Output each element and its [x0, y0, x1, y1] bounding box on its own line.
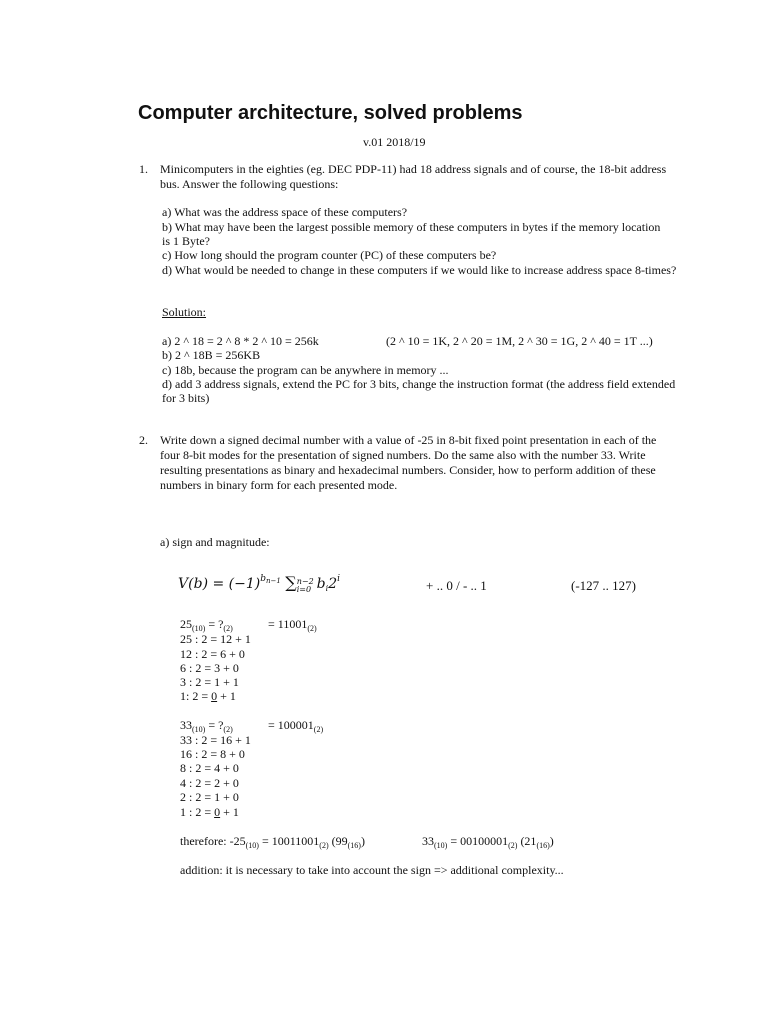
question-b-line1: b) What may have been the largest possible memory of these computers in bytes if the memory location [162, 220, 661, 234]
conversion-33-step: 4 : 2 = 2 + 0 [180, 776, 239, 790]
conversion-25-result: = $11001_{(2)}$ [268, 617, 317, 633]
document-title: Computer architecture, solved problems [138, 102, 523, 124]
problem-1-text-line1: Minicomputers in the eighties (eg. DEC PDP-11) had 18 address signals and of course, the 18-bit address [160, 162, 667, 176]
question-d: d) What would be needed to change in these computers if we would like to increase address space 8-times? [162, 263, 677, 277]
conversion-33-result: = $100001_{(2)}$ [268, 718, 324, 734]
conversion-33-last-step: 1 : 2 = 0 + 1 [180, 805, 239, 819]
solution-d-line1: d) add 3 address signals, extend the PC for 3 bits, change the instruction format (the address field extended [162, 377, 676, 391]
conversion-33-step: 8 : 2 = 4 + 0 [180, 761, 239, 775]
question-b-line2: is 1 Byte? [162, 234, 210, 248]
conversion-25-step: 25 : 2 = 12 + 1 [180, 632, 251, 646]
problem-2-text-line3: resulting presentations as binary and hexadecimal numbers. Consider, how to perform addition of these [160, 463, 656, 477]
zero-representation: + .. 0 / - .. 1 [426, 578, 487, 593]
solution-d-line2: for 3 bits) [162, 391, 210, 405]
problem-2-text-line1: Write down a signed decimal number with a value of -25 in 8-bit fixed point presentation in each of the [160, 433, 657, 447]
solution-b: b) 2 ^ 18B = 256KB [162, 348, 261, 362]
conversion-33-step: 16 : 2 = 8 + 0 [180, 747, 245, 761]
version-label: v.01 2018/19 [363, 135, 426, 149]
addition-note: addition: it is necessary to take into account the sign => additional complexity... [180, 863, 564, 877]
solution-heading: Solution: [162, 305, 207, 319]
solution-a: a) 2 ^ 18 = 2 ^ 8 * 2 ^ 10 = 256k [162, 334, 319, 348]
conversion-25-last-step: 1: 2 = 0 + 1 [180, 689, 236, 703]
problem-1-text-line2: bus. Answer the following questions: [160, 177, 339, 191]
conversion-25-step: 12 : 2 = 6 + 0 [180, 647, 245, 661]
problem-1-number: 1. [139, 162, 148, 176]
question-a: a) What was the address space of these computers? [162, 205, 408, 219]
problem-2-number: 2. [139, 433, 148, 447]
sign-magnitude-formula: $V(b) = (-1)^{b_{n-1}}$ ∑ n−2 i=0 $b_i2^i$ [178, 573, 340, 594]
conversion-25-header: $25_{(10)}$ = $?_{(2)}$ [180, 617, 233, 633]
solution-a-note: (2 ^ 10 = 1K, 2 ^ 20 = 1M, 2 ^ 30 = 1G, 2 ^ 40 = 1T ...) [386, 334, 653, 348]
conversion-33-step: 2 : 2 = 1 + 0 [180, 790, 239, 804]
result-33: $33_{(10)} = 00100001_{(2)}$ $(21_{(16)})$ [422, 834, 554, 850]
question-c: c) How long should the program counter (PC) of these computers be? [162, 248, 497, 262]
result-minus-25: therefore: $-25_{(10)} = 10011001_{(2)}$ $(99_{(16)})$ [180, 834, 365, 850]
solution-c: c) 18b, because the program can be anywhere in memory ... [162, 363, 449, 377]
conversion-33-step: 33 : 2 = 16 + 1 [180, 733, 251, 747]
problem-2-text-line2: four 8-bit modes for the presentation of signed numbers. Do the same also with the number 33. Write [160, 448, 646, 462]
conversion-25-step: 3 : 2 = 1 + 1 [180, 675, 239, 689]
problem-2-text-line4: numbers in binary form for each presented mode. [160, 478, 398, 492]
value-range: (-127 .. 127) [571, 578, 636, 593]
conversion-33-header: $33_{(10)}$ = $?_{(2)}$ [180, 718, 233, 734]
conversion-25-step: 6 : 2 = 3 + 0 [180, 661, 239, 675]
mode-a-heading: a) sign and magnitude: [160, 535, 270, 549]
